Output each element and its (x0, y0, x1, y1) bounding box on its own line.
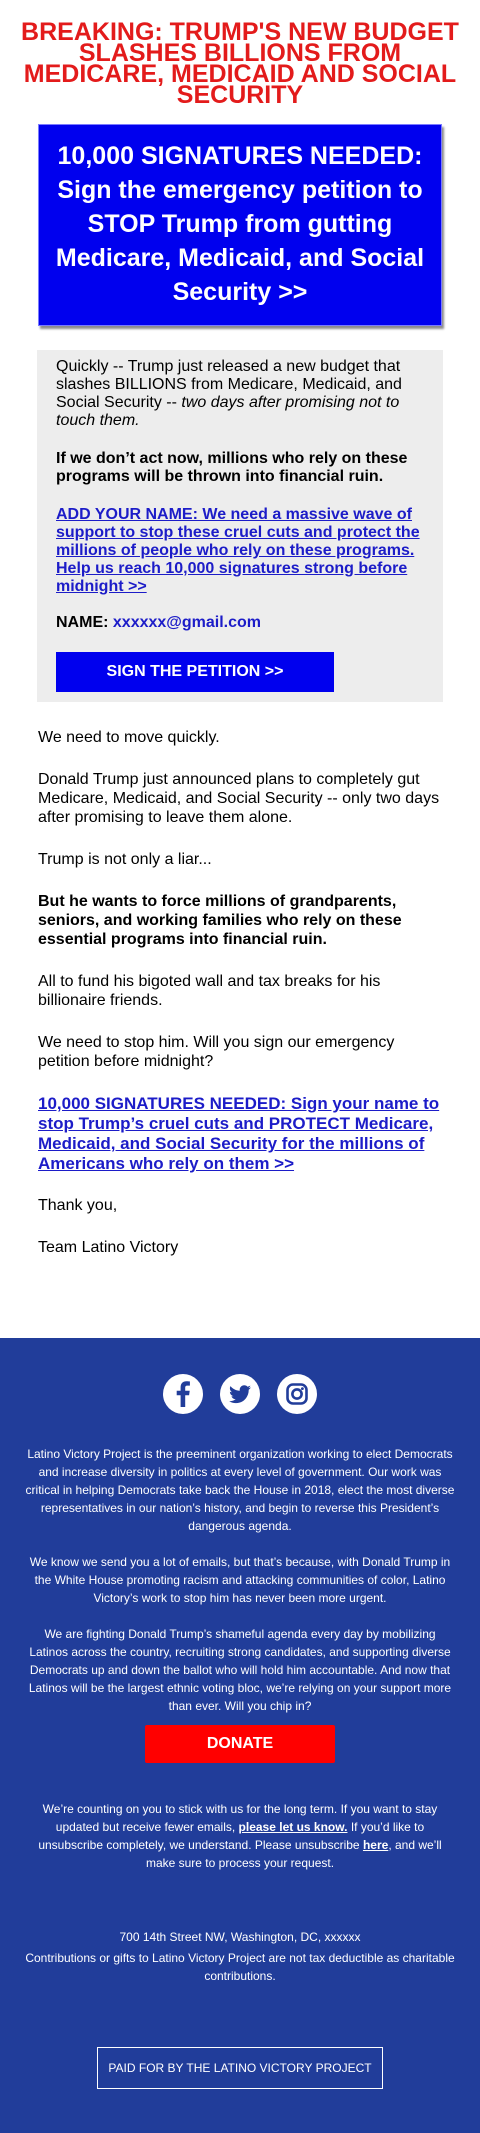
body-paragraph-1: We need to move quickly. (38, 729, 220, 746)
hero-petition-button[interactable]: 10,000 SIGNATURES NEEDED: Sign the emergency petition to STOP Trump from gutting Medicare, Medicaid, and Social Security >> (38, 124, 442, 326)
hero-wrap (0, 106, 480, 326)
social-icons (0, 1338, 480, 1414)
footer-emails-text: We know we send you a lot of emails, but that’s because, with Donald Trump in the White House promoting racism and attacking communities of color, Latino Victory’s work to stop him has never been more urgent. (29, 1555, 451, 1605)
add-your-name-link[interactable]: ADD YOUR NAME: We need a massive wave of support to stop these cruel cuts and protect the millions of people who rely on these programs. Help us reach 10,000 signatures strong before midnight >> (56, 506, 420, 595)
petition-intro-text: Quickly -- Trump just released a new budget that slashes BILLIONS from Medicare, Medicaid, and Social Security -- (56, 358, 402, 411)
headline: BREAKING: TRUMP'S NEW BUDGET SLASHES BILLIONS FROM MEDICARE, MEDICAID AND SOCIAL SECURITY (21, 18, 459, 109)
signatures-needed-link[interactable]: 10,000 SIGNATURES NEEDED: Sign your name to stop Trump’s cruel cuts and PROTECT Medicare, Medicaid, and Social Security for the millions of Americans who rely on them >> (38, 1094, 440, 1173)
body-paragraph-6: We need to stop him. Will you sign our emergency petition before midnight? (38, 1034, 395, 1070)
facebook-icon[interactable] (163, 1374, 203, 1414)
name-row (56, 614, 424, 632)
thank-you-text: Thank you, (38, 1197, 118, 1214)
footer-unsubscribe-text (24, 1800, 456, 1872)
unsubscribe-text-a: We’re counting on you to stick with us for the long term. If you want to stay updated but receive fewer emails, (42, 1802, 438, 1834)
body-paragraph-2: Donald Trump just announced plans to completely gut Medicare, Medicaid, and Social Security -- only two days after promising to leave them alone. (38, 771, 440, 826)
signoff-text: Team Latino Victory (38, 1239, 179, 1256)
name-label: NAME: (56, 614, 109, 631)
body-copy (0, 702, 480, 1257)
body-paragraph-3: Trump is not only a liar... (38, 851, 212, 868)
name-email-value[interactable]: xxxxxx@gmail.com (112, 614, 262, 631)
petition-intro (56, 358, 424, 430)
footer-about-text: Latino Victory Project is the preeminent organization working to elect Democrats and increase diversity in politics at every level of government. Our work was critical in helping Democrats take back the House in 2018, elect the most diverse representatives in our nation’s history, and begin to reverse this President’s dangerous agenda. (25, 1447, 455, 1533)
petition-bold-text: If we don’t act now, millions who rely on these programs will be thrown into financial ruin. (56, 450, 408, 485)
footer-disclaimer: Contributions or gifts to Latino Victory Project are not tax deductible as charitable contributions. (25, 1951, 455, 1983)
petition-box (37, 350, 443, 702)
unsubscribe-text-b: If you’d like to unsubscribe completely, we understand. Please unsubscribe (38, 1820, 425, 1852)
sign-petition-button[interactable]: SIGN THE PETITION >> (56, 652, 334, 692)
footer-fighting-text: We are fighting Donald Trump’s shameful agenda every day by mobilizing Latinos across the country, recruiting strong candidates, and supporting diverse Democrats up and down the ballot who will hold him accountable. And now that Latinos will be the largest ethnic voting bloc, we’re relying on your support more than ever. Will you chip in? (28, 1627, 452, 1713)
instagram-icon[interactable] (277, 1374, 317, 1414)
footer (0, 1338, 480, 2133)
body-paragraph-5: All to fund his bigoted wall and tax breaks for his billionaire friends. (38, 973, 381, 1009)
unsubscribe-text-c: , and we’ll make sure to process your request. (145, 1838, 442, 1870)
body-paragraph-4: But he wants to force millions of grandparents, seniors, and working families who rely on these essential programs into financial ruin. (38, 893, 402, 948)
donate-button[interactable]: DONATE (145, 1725, 335, 1763)
fewer-emails-link[interactable]: please let us know. (238, 1820, 348, 1834)
paid-for-box: PAID FOR BY THE LATINO VICTORY PROJECT (97, 2047, 383, 2089)
unsubscribe-link[interactable]: here (362, 1838, 389, 1852)
twitter-icon[interactable] (220, 1374, 260, 1414)
petition-intro-italic: two days after promising not to touch them. (56, 394, 400, 429)
footer-address: 700 14th Street NW, Washington, DC, xxxxxx (119, 1930, 361, 1944)
